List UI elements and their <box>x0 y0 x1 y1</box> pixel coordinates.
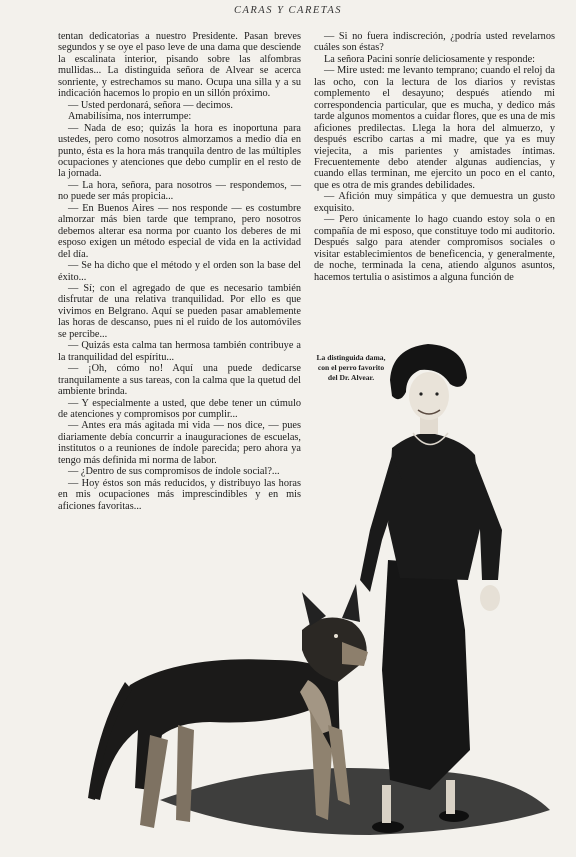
paragraph: — Si no fuera indiscreción, ¿podría usted revelarnos cuáles son éstas? <box>314 31 555 54</box>
paragraph: — Nada de eso; quizás la hora es inoportuna para ustedes, pero como nosotros almorzamos a medio día en punto, ésta es la hora más tranquila dentro de las múltiples ocupaciones y atenciones que debo cumplir en el resto de la jornada. <box>58 122 301 180</box>
woman-skirt <box>382 560 470 790</box>
paragraph: — Y especialmente a usted, que debe tener un cúmulo de atenciones y compromisos por cumplir... <box>58 397 301 420</box>
paragraph: Amabilísima, nos interrumpe: <box>68 111 192 123</box>
paragraph: — ¡Oh, cómo no! Aquí una puede dedicarse tranquilamente a sus tareas, con la calma que la quetud del ambiente brinda. <box>58 363 301 398</box>
paragraph: — La hora, señora, para nosotros — respondemos, — no puede ser más propicia... <box>58 179 301 203</box>
paragraph: — Sí; con el agregado de que es necesario también disfrutar de una relativa tranquilidad. Por ello es que vivimos en Belgrano. Aquí se pueden pasar amablemente las horas de descanso, pues ni el ruido de los automóviles se percibe... <box>58 282 301 340</box>
paragraph: — Hoy éstos son más reducidos, y distribuyo las horas en mis ocupaciones más imprescindibles y en mis aficiones favoritas... <box>58 477 301 512</box>
paragraph: — Usted perdonará, señora — decimos. <box>68 99 233 111</box>
article-right-column <box>314 31 555 283</box>
paragraph: — Afición muy simpática y que demuestra un gusto exquisito. <box>314 191 555 214</box>
running-title: CARAS Y CARETAS <box>233 5 343 16</box>
paragraph: — Mire usted: me levanto temprano; cuando el reloj da las ocho, con la lectura de los diarios y revistas complemento el desayuno; después atiendo mi correspondencia particular, que es mucha, y dedico más tarde algunos momentos a cuidar flores, que es una de mis aficiones predilectas. Llega la hora del almuerzo, y después escribo cartas a mi madre, que ya es muy viejecita, a mis parientes y amistades íntimas. Frecuentemente debo atender algunas audiencias, y cuando ellas terminan, me ejercito un poco en el canto, que es otra de mis grandes debilidades. <box>314 65 555 191</box>
paragraph: — Antes era más agitada mi vida — nos dice, — pues diariamente debía concurrir a inauguraciones de escuelas, institutos o a reuniones de índole parecida; pero ahora ya tengo más definida mi norma de labor. <box>58 420 301 466</box>
paragraph: tentan dedicatorias a nuestro Presidente. Pasan breves segundos y se oye el paso leve de una dama que desciende la escalinata interior, pisando sobre las alfombras mullidas... La distinguida señora de Alvear se acerca sonriente, y estrechamos su mano. Ocupa una silla y a su indicación hacemos lo propio en un sillón próximo. <box>58 31 301 100</box>
paragraph: — En Buenos Aires — nos responde — es costumbre almorzar más bien tarde que temprano, pero nosotros debemos alterar esa norma por cuanto los deberes de mi esposo exigen un método especial de vida en la actividad del día. <box>58 202 301 260</box>
woman-hand <box>480 585 500 611</box>
woman-face <box>409 372 449 420</box>
photo-woman-with-dog <box>70 330 570 857</box>
paragraph: La señora Pacini sonríe deliciosamente y responde: <box>324 53 536 65</box>
woman-torso <box>388 433 482 580</box>
photo-caption: La distinguida dama, con el perro favorito del Dr. Alvear. <box>316 353 386 382</box>
paragraph: — Se ha dicho que el método y el orden son la base del éxito... <box>58 260 301 283</box>
paragraph: — Quizás esta calma tan hermosa también contribuye a la tranquilidad del espíritu... <box>58 340 301 363</box>
dog-ear-right <box>342 584 360 622</box>
paragraph: — ¿Dentro de sus compromisos de índole social?... <box>68 466 280 478</box>
paragraph: — Pero únicamente lo hago cuando estoy sola o en compañía de mi esposo, que constituye todo mi auditorio. Después salgo para atender compromisos sociales o visitar establecimientos de beneficencia, y generalmente, de noche, terminada la cena, atiendo algunos asuntos, hacemos tertulia o asistimos a alguna función de <box>314 214 555 283</box>
ground-shadow <box>160 768 550 835</box>
